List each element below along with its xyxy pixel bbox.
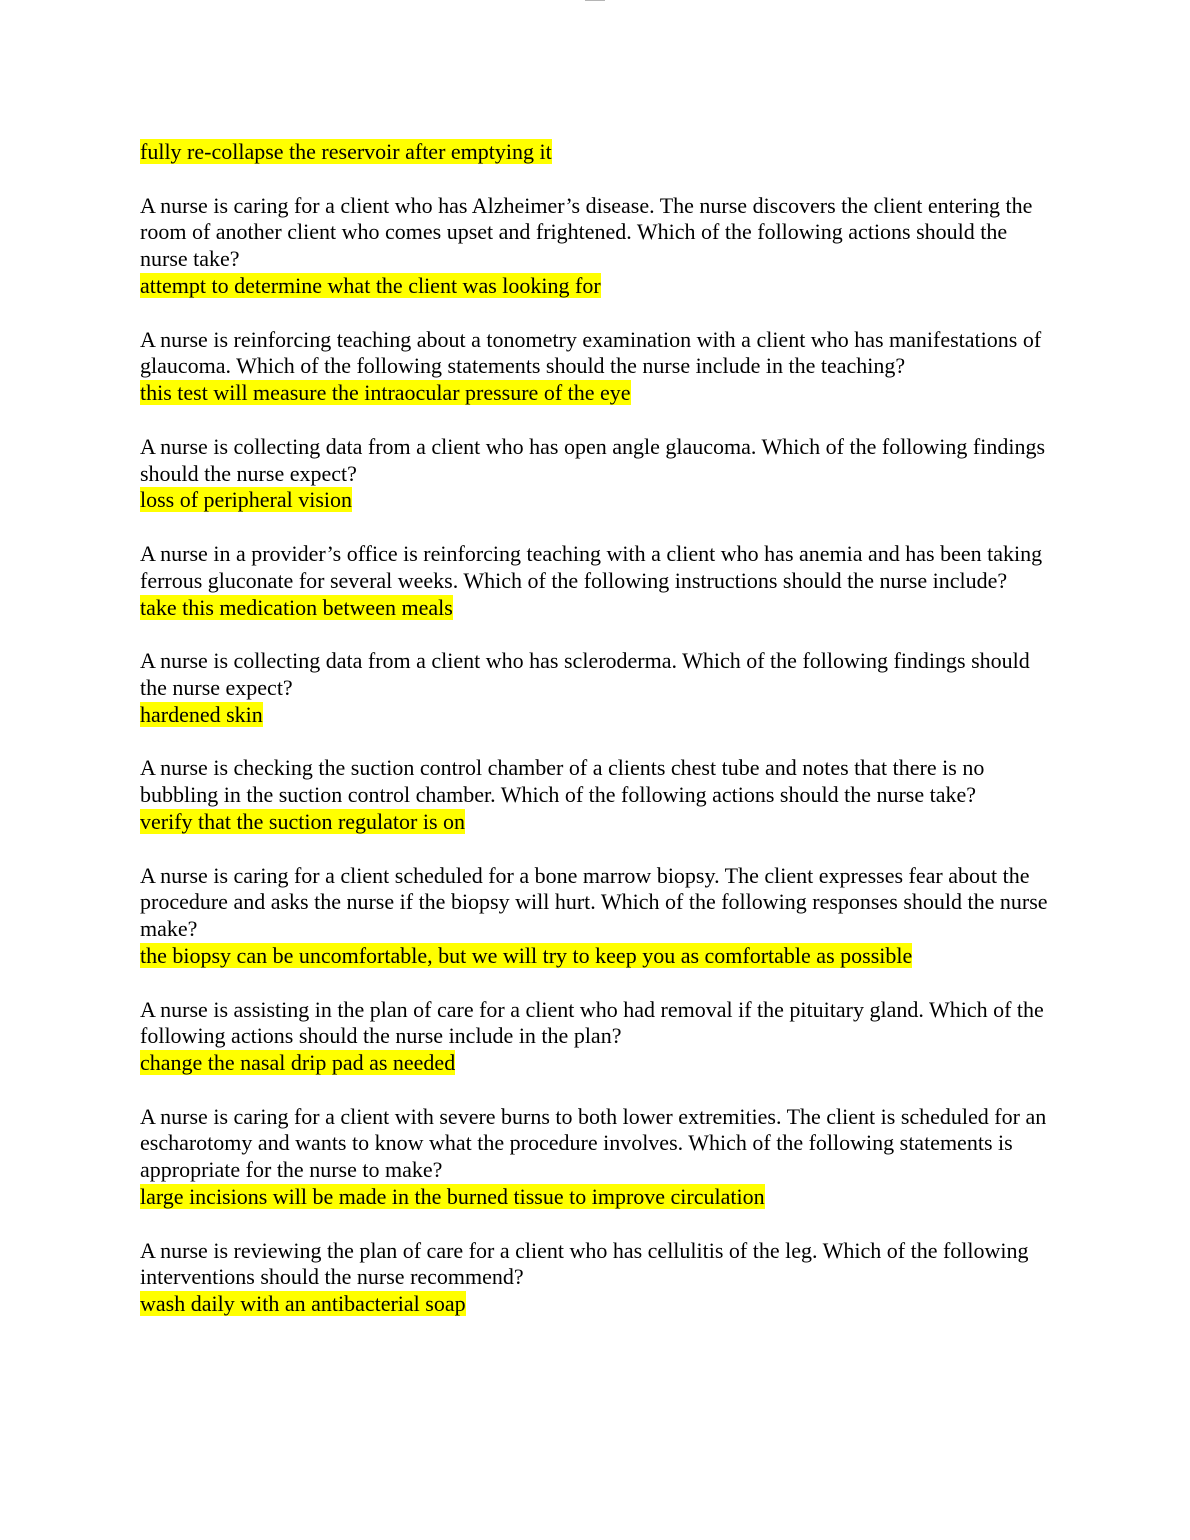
question-text: A nurse is reviewing the plan of care for a client who has cellulitis of the leg. Which of the following interventions should the nurse recommend? xyxy=(140,1237,1029,1290)
highlighted-answer xyxy=(140,702,1060,729)
question-block xyxy=(140,1104,1060,1211)
question-block xyxy=(140,434,1060,514)
question-text: A nurse is checking the suction control chamber of a clients chest tube and notes that there is no bubbling in the suction control chamber. Which of the following actions should the nurse take? xyxy=(140,755,985,808)
answer-text: this test will measure the intraocular pressure of the eye xyxy=(140,380,631,406)
first-answer-block xyxy=(140,139,1060,166)
highlighted-answer xyxy=(140,273,1060,300)
question-text: A nurse is reinforcing teaching about a tonometry examination with a client who has manifestations of glaucoma. Which of the following statements should the nurse include in the teaching? xyxy=(140,326,1042,379)
question-text: A nurse is assisting in the plan of care for a client who had removal if the pituitary gland. Which of the following actions should the nurse include in the plan? xyxy=(140,996,1044,1049)
answer-text: large incisions will be made in the burned tissue to improve circulation xyxy=(140,1184,765,1210)
question-block xyxy=(140,863,1060,970)
highlighted-answer xyxy=(140,1184,1060,1211)
question-block xyxy=(140,193,1060,300)
answer-text: the biopsy can be uncomfortable, but we will try to keep you as comfortable as possible xyxy=(140,942,913,968)
highlighted-answer xyxy=(140,1291,1060,1318)
document-page xyxy=(140,139,1060,1345)
question-block xyxy=(140,1238,1060,1318)
highlighted-answer xyxy=(140,809,1060,836)
answer-text: attempt to determine what the client was looking for xyxy=(140,272,601,298)
question-text: A nurse is collecting data from a client who has scleroderma. Which of the following findings should the nurse expect? xyxy=(140,648,1030,700)
answer-text: change the nasal drip pad as needed xyxy=(140,1050,456,1076)
question-block xyxy=(140,541,1060,621)
highlighted-answer xyxy=(140,943,1060,970)
answer-text: fully re-collapse the reservoir after emptying it xyxy=(140,139,552,164)
question-block xyxy=(140,327,1060,407)
answer-text: loss of peripheral vision xyxy=(140,487,353,513)
highlighted-answer xyxy=(140,139,1060,166)
page-top-mark xyxy=(585,0,605,3)
question-text: A nurse in a provider’s office is reinforcing teaching with a client who has anemia and has been taking ferrous gluconate for several weeks. Which of the following instructions should the nurse include? xyxy=(140,540,1043,593)
question-block xyxy=(140,648,1060,728)
highlighted-answer xyxy=(140,380,1060,407)
question-text: A nurse is caring for a client with severe burns to both lower extremities. The client is scheduled for an escharotomy and wants to know what the procedure involves. Which of the following statements is appropriate for the nurse to make? xyxy=(140,1103,1047,1183)
question-block xyxy=(140,997,1060,1077)
highlighted-answer xyxy=(140,595,1060,622)
question-text: A nurse is caring for a client scheduled for a bone marrow biopsy. The client expresses fear about the procedure and asks the nurse if the biopsy will hurt. Which of the following responses should the nurse make? xyxy=(140,862,1048,942)
answer-text: wash daily with an antibacterial soap xyxy=(140,1291,466,1317)
answer-text: hardened skin xyxy=(140,701,263,727)
question-text: A nurse is caring for a client who has Alzheimer’s disease. The nurse discovers the client entering the room of another client who comes upset and frightened. Which of the following actions should the nurse take? xyxy=(140,192,1033,272)
answer-text: take this medication between meals xyxy=(140,594,453,620)
highlighted-answer xyxy=(140,1050,1060,1077)
question-block xyxy=(140,755,1060,835)
highlighted-answer xyxy=(140,487,1060,514)
answer-text: verify that the suction regulator is on xyxy=(140,808,466,834)
question-text: A nurse is collecting data from a client who has open angle glaucoma. Which of the following findings should the nurse expect? xyxy=(140,433,1046,486)
